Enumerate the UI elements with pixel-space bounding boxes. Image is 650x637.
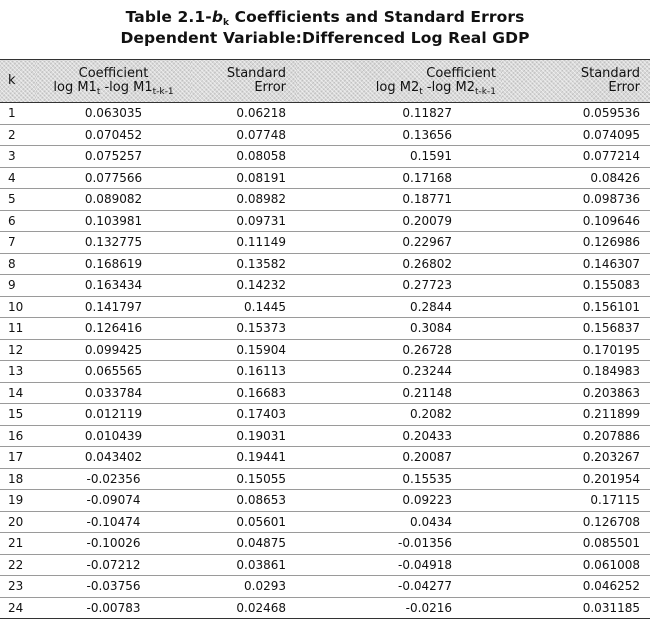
cell-coefficient-m2: 0.26802: [296, 253, 502, 275]
cell-standard-error-m2: 0.156837: [502, 318, 650, 340]
cell-coefficient-m1: -0.03756: [36, 576, 191, 598]
cell-coefficient-m2: 0.13656: [296, 124, 502, 146]
cell-standard-error-m2: 0.098736: [502, 189, 650, 211]
cell-standard-error-m2: 0.203267: [502, 447, 650, 469]
cell-coefficient-m1: 0.141797: [36, 296, 191, 318]
header-coefficient-m2: Coefficient $\log M2_t$ -log $M2_{t-k-1}$: [296, 60, 502, 103]
table-row: [0, 382, 650, 404]
table-row: [0, 597, 650, 619]
cell-coefficient-m2: 0.20079: [296, 210, 502, 232]
cell-standard-error-m1: 0.19441: [191, 447, 296, 469]
table-row: [0, 124, 650, 146]
cell-standard-error-m1: 0.08058: [191, 146, 296, 168]
table-row: [0, 447, 650, 469]
cell-coefficient-m1: 0.126416: [36, 318, 191, 340]
cell-coefficient-m2: 0.0434: [296, 511, 502, 533]
cell-coefficient-m1: -0.10026: [36, 533, 191, 555]
cell-k: 24: [0, 597, 36, 619]
cell-coefficient-m1: 0.075257: [36, 146, 191, 168]
cell-coefficient-m2: -0.01356: [296, 533, 502, 555]
cell-standard-error-m2: 0.126708: [502, 511, 650, 533]
cell-coefficient-m1: -0.07212: [36, 554, 191, 576]
cell-k: 11: [0, 318, 36, 340]
table-row: [0, 296, 650, 318]
table-row: [0, 533, 650, 555]
cell-coefficient-m2: 0.18771: [296, 189, 502, 211]
cell-coefficient-m2: 0.11827: [296, 103, 502, 125]
cell-coefficient-m1: 0.010439: [36, 425, 191, 447]
cell-standard-error-m1: 0.08653: [191, 490, 296, 512]
cell-standard-error-m1: 0.09731: [191, 210, 296, 232]
cell-standard-error-m2: 0.126986: [502, 232, 650, 254]
cell-k: 7: [0, 232, 36, 254]
cell-standard-error-m2: 0.109646: [502, 210, 650, 232]
cell-standard-error-m2: 0.17115: [502, 490, 650, 512]
cell-coefficient-m1: -0.00783: [36, 597, 191, 619]
table-row: [0, 189, 650, 211]
cell-standard-error-m1: 0.15373: [191, 318, 296, 340]
cell-k: 19: [0, 490, 36, 512]
cell-standard-error-m2: 0.031185: [502, 597, 650, 619]
header-standard-error-m1: Standard Error: [191, 60, 296, 103]
cell-standard-error-m1: 0.16113: [191, 361, 296, 383]
cell-coefficient-m1: 0.070452: [36, 124, 191, 146]
cell-coefficient-m1: -0.09074: [36, 490, 191, 512]
cell-k: 6: [0, 210, 36, 232]
cell-standard-error-m2: 0.155083: [502, 275, 650, 297]
cell-standard-error-m2: 0.203863: [502, 382, 650, 404]
cell-standard-error-m1: 0.04875: [191, 533, 296, 555]
cell-coefficient-m2: 0.2082: [296, 404, 502, 426]
header-k: k: [0, 60, 36, 103]
cell-standard-error-m2: 0.156101: [502, 296, 650, 318]
cell-k: 23: [0, 576, 36, 598]
table-row: [0, 210, 650, 232]
cell-k: 2: [0, 124, 36, 146]
table-row: [0, 468, 650, 490]
cell-standard-error-m2: 0.207886: [502, 425, 650, 447]
cell-k: 12: [0, 339, 36, 361]
cell-coefficient-m1: 0.065565: [36, 361, 191, 383]
cell-standard-error-m2: 0.061008: [502, 554, 650, 576]
cell-k: 20: [0, 511, 36, 533]
cell-coefficient-m1: -0.10474: [36, 511, 191, 533]
cell-standard-error-m1: 0.14232: [191, 275, 296, 297]
table-header: [0, 60, 650, 103]
cell-coefficient-m2: -0.04277: [296, 576, 502, 598]
cell-k: 21: [0, 533, 36, 555]
cell-k: 3: [0, 146, 36, 168]
cell-coefficient-m1: 0.103981: [36, 210, 191, 232]
cell-coefficient-m2: 0.20087: [296, 447, 502, 469]
coefficients-table: [0, 59, 650, 619]
cell-coefficient-m2: 0.27723: [296, 275, 502, 297]
cell-standard-error-m1: 0.06218: [191, 103, 296, 125]
cell-coefficient-m1: 0.089082: [36, 189, 191, 211]
table-row: [0, 253, 650, 275]
cell-standard-error-m2: 0.170195: [502, 339, 650, 361]
header-coefficient-m1: Coefficient $\log M1_t$ -log $M1_{t-k-1}$: [36, 60, 191, 103]
table-row: [0, 103, 650, 125]
cell-standard-error-m1: 0.15904: [191, 339, 296, 361]
cell-coefficient-m1: -0.02356: [36, 468, 191, 490]
cell-standard-error-m2: 0.146307: [502, 253, 650, 275]
cell-standard-error-m1: 0.1445: [191, 296, 296, 318]
cell-standard-error-m1: 0.02468: [191, 597, 296, 619]
cell-k: 16: [0, 425, 36, 447]
cell-k: 5: [0, 189, 36, 211]
cell-coefficient-m2: 0.2844: [296, 296, 502, 318]
table-row: [0, 275, 650, 297]
title-k-subscript: k: [223, 18, 230, 28]
cell-coefficient-m1: 0.077566: [36, 167, 191, 189]
table-row: [0, 404, 650, 426]
title-b-symbol: b: [211, 8, 224, 26]
cell-k: 9: [0, 275, 36, 297]
cell-k: 18: [0, 468, 36, 490]
cell-standard-error-m2: 0.201954: [502, 468, 650, 490]
cell-coefficient-m2: 0.22967: [296, 232, 502, 254]
table-row: [0, 339, 650, 361]
cell-standard-error-m2: 0.211899: [502, 404, 650, 426]
cell-coefficient-m1: 0.063035: [36, 103, 191, 125]
cell-k: 8: [0, 253, 36, 275]
cell-coefficient-m1: 0.012119: [36, 404, 191, 426]
table-row: [0, 554, 650, 576]
cell-k: 14: [0, 382, 36, 404]
cell-standard-error-m1: 0.08191: [191, 167, 296, 189]
cell-k: 22: [0, 554, 36, 576]
cell-coefficient-m2: 0.17168: [296, 167, 502, 189]
cell-standard-error-m1: 0.08982: [191, 189, 296, 211]
cell-standard-error-m1: 0.03861: [191, 554, 296, 576]
cell-coefficient-m2: 0.09223: [296, 490, 502, 512]
table-row: [0, 425, 650, 447]
table-body: [0, 103, 650, 619]
cell-coefficient-m2: 0.26728: [296, 339, 502, 361]
cell-standard-error-m2: 0.074095: [502, 124, 650, 146]
cell-coefficient-m1: 0.163434: [36, 275, 191, 297]
table-row: [0, 167, 650, 189]
cell-coefficient-m2: -0.0216: [296, 597, 502, 619]
cell-coefficient-m2: 0.1591: [296, 146, 502, 168]
cell-coefficient-m1: 0.033784: [36, 382, 191, 404]
cell-coefficient-m2: 0.21148: [296, 382, 502, 404]
cell-coefficient-m1: 0.168619: [36, 253, 191, 275]
cell-k: 13: [0, 361, 36, 383]
table-row: [0, 511, 650, 533]
table-title: [0, 7, 650, 49]
table-row: [0, 146, 650, 168]
cell-coefficient-m1: 0.099425: [36, 339, 191, 361]
cell-k: 10: [0, 296, 36, 318]
cell-standard-error-m1: 0.15055: [191, 468, 296, 490]
cell-standard-error-m1: 0.05601: [191, 511, 296, 533]
cell-standard-error-m2: 0.184983: [502, 361, 650, 383]
cell-standard-error-m1: 0.13582: [191, 253, 296, 275]
cell-standard-error-m2: 0.085501: [502, 533, 650, 555]
table-row: [0, 318, 650, 340]
cell-standard-error-m1: 0.0293: [191, 576, 296, 598]
cell-coefficient-m2: 0.23244: [296, 361, 502, 383]
cell-standard-error-m2: 0.059536: [502, 103, 650, 125]
cell-k: 15: [0, 404, 36, 426]
cell-k: 1: [0, 103, 36, 125]
table-row: [0, 361, 650, 383]
cell-coefficient-m1: 0.043402: [36, 447, 191, 469]
cell-standard-error-m1: 0.19031: [191, 425, 296, 447]
cell-standard-error-m1: 0.17403: [191, 404, 296, 426]
cell-standard-error-m1: 0.07748: [191, 124, 296, 146]
cell-standard-error-m1: 0.11149: [191, 232, 296, 254]
table-row: [0, 576, 650, 598]
cell-coefficient-m2: -0.04918: [296, 554, 502, 576]
cell-standard-error-m2: 0.046252: [502, 576, 650, 598]
cell-standard-error-m2: 0.077214: [502, 146, 650, 168]
cell-coefficient-m1: 0.132775: [36, 232, 191, 254]
header-row: [0, 60, 650, 103]
table-row: [0, 490, 650, 512]
header-standard-error-m2: Standard Error: [502, 60, 650, 103]
cell-coefficient-m2: 0.20433: [296, 425, 502, 447]
cell-standard-error-m1: 0.16683: [191, 382, 296, 404]
cell-k: 17: [0, 447, 36, 469]
title-line-1: Table $2.1-b_k$ Coefficients and Standard Errors: [125, 8, 525, 28]
cell-standard-error-m2: 0.08426: [502, 167, 650, 189]
table-row: [0, 232, 650, 254]
cell-coefficient-m2: 0.15535: [296, 468, 502, 490]
title-line-2: Dependent Variable:Differenced Log Real GDP: [120, 29, 530, 47]
cell-k: 4: [0, 167, 36, 189]
cell-coefficient-m2: 0.3084: [296, 318, 502, 340]
